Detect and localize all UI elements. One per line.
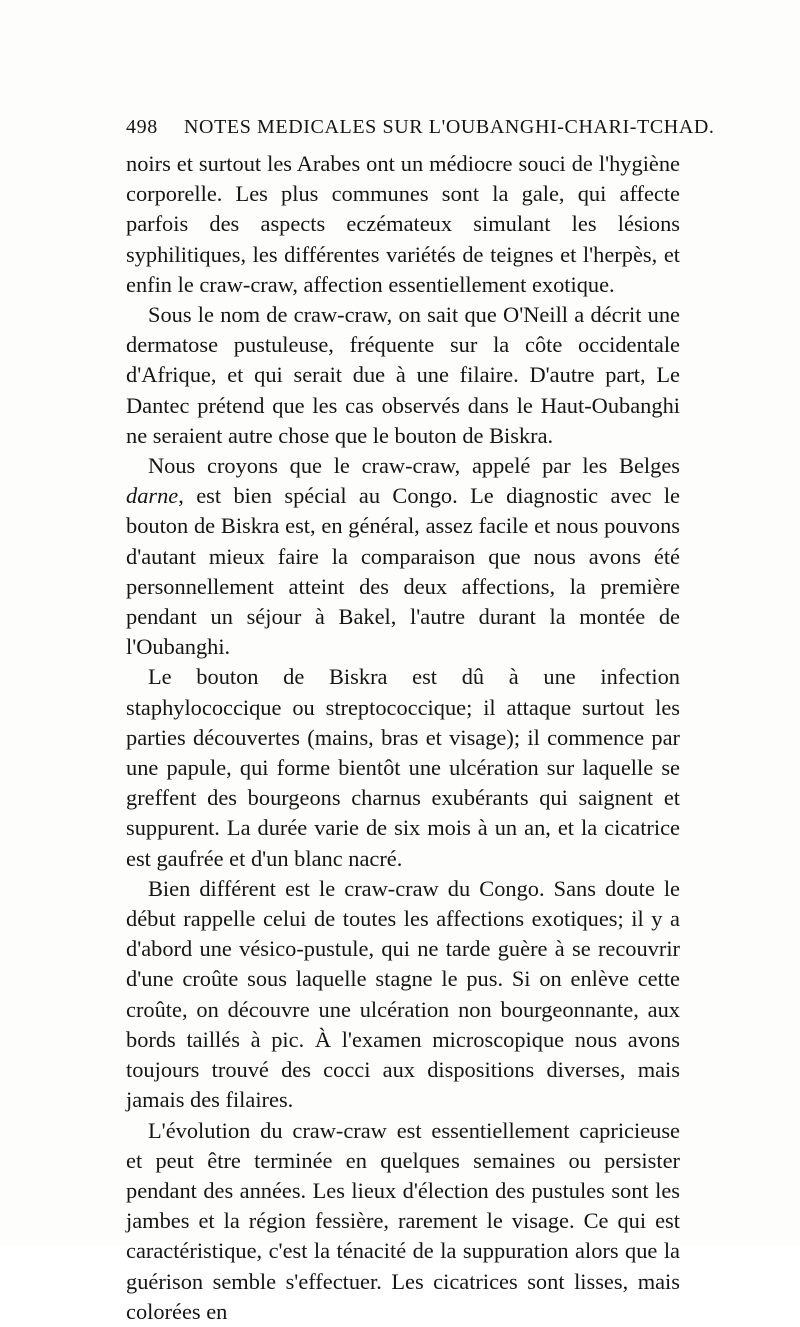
running-header	[126, 116, 715, 146]
paragraph-oneill: Sous le nom de craw-craw, on sait que O'Neill a décrit une dermatose pustuleuse, fréquente sur la côte occidentale d'Afrique, et qui serait due à une filaire. D'autre part, Le Dantec prétend que les cas observés dans le Haut-Oubanghi ne seraient autre chose que le bouton de Biskra.	[126, 302, 680, 448]
page-number: 498	[126, 116, 158, 138]
italic-term: darne	[126, 483, 179, 509]
paragraph-congo: Bien différent est le craw-craw du Congo. Sans doute le début rappelle celui de toutes les affections exotiques; il y a d'abord une vésico-pustule, qui ne tarde guère à se recouvrir d'une croûte sous laquelle stagne le pus. Si on enlève cette croûte, on découvre une ulcération non bourgeonnante, aux bords taillés à pic. À l'examen microscopique nous avons toujours trouvé des cocci aux dispositions diverses, mais jamais des filaires.	[126, 875, 680, 1113]
paragraph-evolution: L'évolution du craw-craw est essentiellement capricieuse et peut être terminée en quelques semaines ou persister pendant des années. Les lieux d'élection des pustules sont les jambes et la région fessière, rarement le visage. Ce qui est caractéristique, c'est la ténacité de la suppuration alors que la guérison semble s'effectuer. Les cicatrices sont lisses, mais colorées en	[126, 1117, 680, 1324]
body-text	[126, 149, 680, 1327]
paragraph-biskra: Le bouton de Biskra est dû à une infection staphylococcique ou streptococcique; il attaque surtout les parties découvertes (mains, bras et visage); il commence par une papule, qui forme bientôt une ulcération sur laquelle se greffent des bourgeons charnus exubérants qui saignent et suppurent. La durée varie de six mois à un an, et la cicatrice est gaufrée et d'un blanc nacré.	[126, 664, 680, 871]
paragraph-text: , est bien spécial au Congo. Le diagnostic avec le bouton de Biskra est, en général, assez facile et nous pouvons d'autant mieux faire la comparaison que nous avons été personnellement atteint des deux affections, la première pendant un séjour à Bakel, l'autre durant la montée de l'Oubanghi.	[126, 483, 680, 660]
paragraph-darne	[126, 451, 680, 662]
paragraph-continuation: noirs et surtout les Arabes ont un médiocre souci de l'hygiène corporelle. Les plus communes sont la gale, qui affecte parfois des aspects eczémateux simulant les lésions syphilitiques, les différentes variétés de teignes et l'herpès, et enfin le craw-craw, affection essentiellement exotique.	[126, 151, 680, 297]
paragraph-text: Nous croyons que le craw-craw, appelé par les Belges	[148, 453, 680, 479]
running-title: NOTES MEDICALES SUR L'OUBANGHI-CHARI-TCHAD.	[184, 116, 715, 138]
